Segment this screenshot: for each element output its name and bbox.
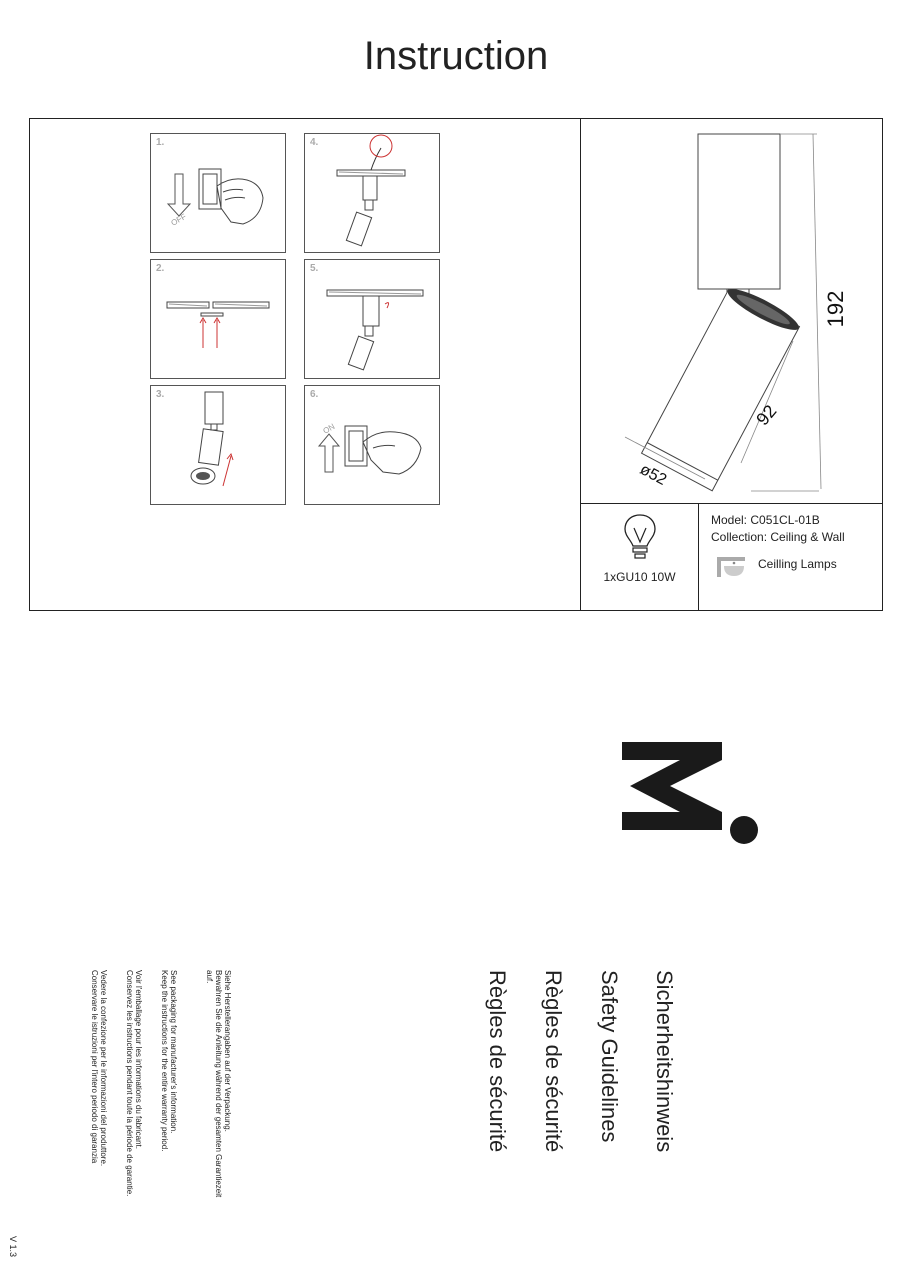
height-label: 192: [823, 290, 848, 328]
wiring-illustration: [305, 134, 441, 254]
step-number: 1.: [156, 137, 165, 148]
step-6-switch-on: [304, 385, 440, 505]
model-label: Model: C051CL-01B: [711, 513, 820, 527]
product-info: [711, 512, 845, 546]
switch-on-illustration: [305, 386, 441, 506]
insert-bulb-illustration: [151, 386, 287, 506]
step-number: 2.: [156, 263, 165, 274]
page-title: Instruction: [363, 34, 549, 78]
step-3-bulb: [150, 385, 286, 505]
diameter-label: ø52: [636, 461, 670, 490]
bulb-spec: [581, 504, 698, 610]
bulb-icon: [623, 512, 657, 562]
safety-text-de: Siehe Herstellerangaben auf der Verpackung. Bewahren Sie die Anleitung während der gesamten Garantiezeit auf.: [205, 970, 232, 1198]
step-number: 6.: [310, 389, 319, 400]
divider: [698, 503, 699, 611]
step-2-mount: [150, 259, 286, 379]
brand-logo: [620, 742, 760, 844]
mounting-plate-illustration: [151, 260, 287, 380]
step-number: 3.: [156, 389, 165, 400]
safety-heading-en: Safety Guidelines: [597, 970, 622, 1143]
safety-text-en: See packaging for manufacturer's information. Keep the instructions for the entire warranty period.: [160, 970, 178, 1152]
switch-off-illustration: [151, 134, 287, 254]
collection-label: Collection: Ceiling & Wall: [711, 530, 845, 544]
category-label: Ceilling Lamps: [758, 557, 837, 571]
safety-text-it: Vedere la confezione per le informazioni del produttore. Conservare le istruzioni per l'intero periodo di garanzia: [90, 970, 108, 1167]
bulb-label: 1xGU10 10W: [603, 570, 676, 584]
step-4-wiring: [304, 133, 440, 253]
safety-text-fr: Voir l'emballage pour les informations du fabricant. Conservez les instructions pendant toute la période de garantie.: [125, 970, 143, 1197]
fix-lamp-illustration: [305, 260, 441, 380]
on-label: ON: [321, 421, 337, 436]
step-number: 5.: [310, 263, 319, 274]
version-label: V 1.3: [8, 1236, 18, 1258]
safety-heading-it: Règles de sécurité: [485, 970, 510, 1153]
safety-heading-de: Sicherheitshinweis: [652, 970, 677, 1153]
dimension-drawing: [581, 119, 881, 502]
safety-heading-fr: Règles de sécurité: [541, 970, 566, 1153]
length-label: 92: [752, 401, 781, 430]
ceiling-lamp-icon: [716, 556, 746, 578]
off-label: OFF: [169, 211, 188, 228]
step-number: 4.: [310, 137, 319, 148]
step-1-switch-off: [150, 133, 286, 253]
step-5-fix: [304, 259, 440, 379]
